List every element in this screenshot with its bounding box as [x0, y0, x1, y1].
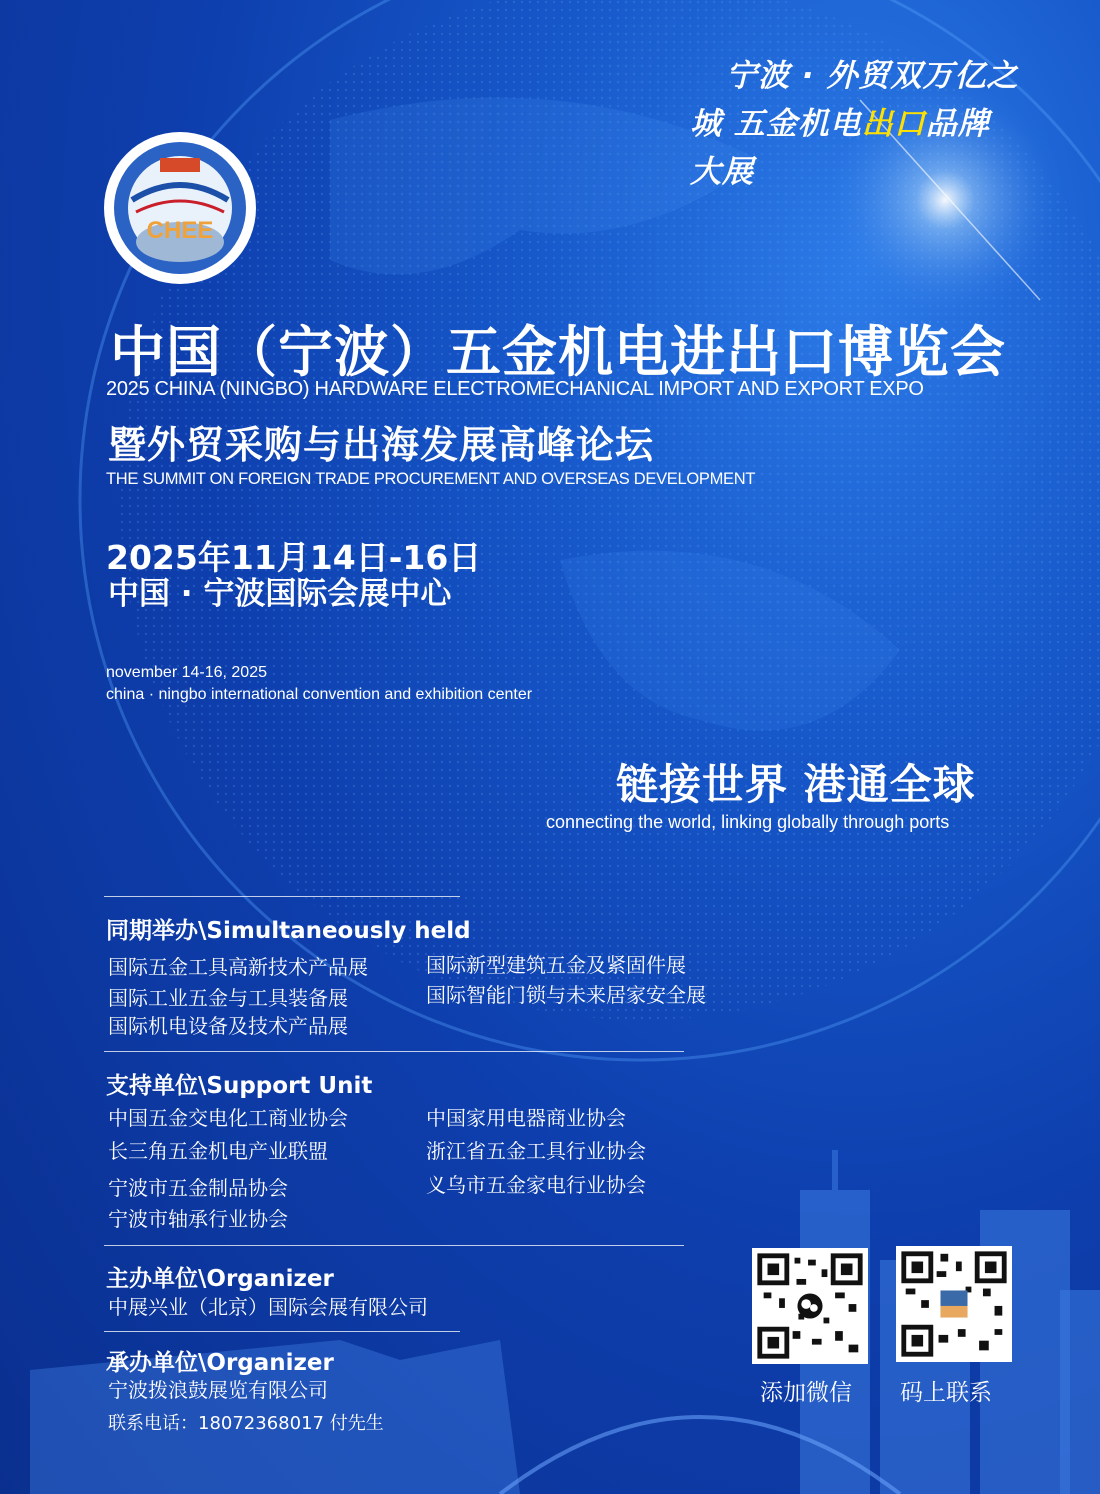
wechat-qr-icon[interactable]	[752, 1248, 868, 1364]
logo-text: CHEE	[146, 217, 214, 244]
list-item: 国际五金工具高新技术产品展	[108, 955, 368, 979]
wechat-qr-label: 添加微信	[760, 1380, 852, 1406]
list-item: 义乌市五金家电行业协会	[426, 1173, 646, 1197]
section-title-co-organizer: 承办单位\Organizer	[106, 1350, 334, 1376]
motto-cn: 链接世界 港通全球	[616, 760, 976, 809]
forum-title-en: THE SUMMIT ON FOREIGN TRADE PROCUREMENT AND OVERSEAS DEVELOPMENT	[106, 470, 756, 488]
divider	[104, 1245, 684, 1246]
list-item: 宁波市轴承行业协会	[108, 1207, 288, 1231]
list-item: 中国五金交电化工商业协会	[108, 1106, 348, 1130]
divider	[104, 1331, 460, 1332]
slogan-line-3: 大展	[690, 154, 754, 190]
expo-globe-logo-icon	[102, 130, 258, 286]
contact-phone: 联系电话：18072368017 付先生	[108, 1413, 384, 1434]
forum-title-cn: 暨外贸采购与出海发展高峰论坛	[108, 423, 655, 467]
expo-title-cn: 中国（宁波）五金机电进出口博览会	[110, 320, 1007, 384]
list-item: 国际新型建筑五金及紧固件展	[426, 953, 686, 977]
slogan-line-1: 宁波 · 外贸双万亿之	[726, 58, 1019, 94]
expo-title-en: 2025 CHINA (NINGBO) HARDWARE ELECTROMECHANICAL IMPORT AND EXPORT EXPO	[106, 378, 924, 400]
contact-qr-icon[interactable]	[896, 1246, 1012, 1362]
slogan-line-2: 城 五金机电出口品牌	[690, 106, 990, 142]
list-item: 长三角五金机电产业联盟	[108, 1139, 328, 1163]
event-venue-cn: 中国 · 宁波国际会展中心	[108, 576, 452, 612]
slogan	[690, 52, 1050, 196]
event-date-cn: 2025年11月14日-16日	[106, 538, 482, 577]
section-title-organizer: 主办单位\Organizer	[106, 1266, 334, 1292]
section-title-simultaneous: 同期举办\Simultaneously held	[106, 918, 471, 944]
slogan-highlight: 出口	[861, 106, 926, 142]
list-item: 国际机电设备及技术产品展	[108, 1014, 348, 1038]
event-venue-en: china · ningbo international convention and exhibition center	[106, 686, 533, 703]
list-item: 国际工业五金与工具装备展	[108, 986, 348, 1010]
list-item: 国际智能门锁与未来居家安全展	[426, 983, 706, 1007]
list-item: 浙江省五金工具行业协会	[426, 1139, 646, 1163]
list-item: 宁波市五金制品协会	[108, 1176, 288, 1200]
organizer-name: 中展兴业（北京）国际会展有限公司	[108, 1295, 428, 1319]
list-item: 中国家用电器商业协会	[426, 1106, 626, 1130]
divider	[104, 896, 460, 897]
co-organizer-name: 宁波拨浪鼓展览有限公司	[108, 1378, 328, 1402]
divider	[104, 1051, 684, 1052]
motto-en: connecting the world, linking globally through ports	[546, 812, 950, 832]
contact-qr-label: 码上联系	[900, 1380, 992, 1406]
event-date-en: november 14-16, 2025	[106, 664, 267, 681]
section-title-support: 支持单位\Support Unit	[106, 1073, 373, 1099]
